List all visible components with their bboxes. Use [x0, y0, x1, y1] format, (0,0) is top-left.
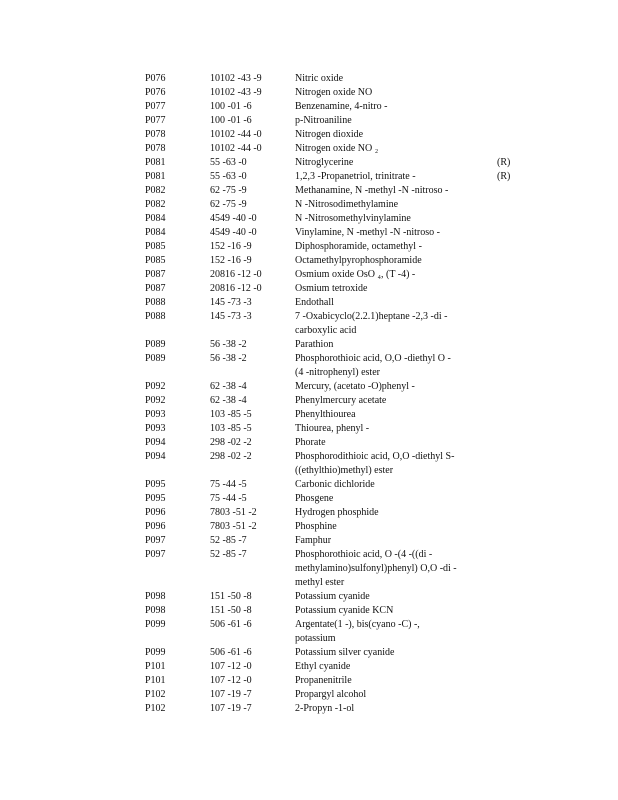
cas-number: 4549 -40 -0 — [210, 227, 257, 238]
cas-number: 52 -85 -7 — [210, 535, 247, 546]
waste-code: P095 — [145, 493, 166, 504]
table-row — [145, 520, 525, 534]
substance-name-line: potassium — [295, 633, 336, 644]
cas-number: 151 -50 -8 — [210, 591, 252, 602]
table-row — [145, 492, 525, 506]
substance-name — [295, 240, 490, 254]
substance-name-line: carboxylic acid — [295, 325, 357, 336]
substance-name-line: Endothall — [295, 297, 334, 308]
cas-number: 10102 -43 -9 — [210, 87, 262, 98]
cas-number: 4549 -40 -0 — [210, 213, 257, 224]
substance-name-line: ((ethylthio)methyl) ester — [295, 465, 394, 476]
substance-name — [295, 114, 490, 128]
cas-number: 62 -38 -4 — [210, 381, 247, 392]
cas-number: 62 -75 -9 — [210, 199, 247, 210]
cas-number: 62 -75 -9 — [210, 185, 247, 196]
waste-code: P093 — [145, 423, 166, 434]
substance-name-line: N -Nitrosodimethylamine — [295, 199, 399, 210]
substance-name-line: Phenylmercury acetate — [295, 395, 387, 406]
waste-code: P094 — [145, 437, 166, 448]
substance-name-line: Phenylthiourea — [295, 409, 356, 420]
table-row — [145, 142, 525, 156]
substance-name — [295, 646, 490, 660]
substance-name — [295, 604, 490, 618]
substance-name — [295, 170, 490, 184]
substance-name-line: Nitric oxide — [295, 73, 344, 84]
substance-name-line: Nitrogen oxide NO — [295, 87, 373, 98]
substance-name — [295, 72, 490, 86]
reactivity-flag: (R) — [497, 157, 511, 168]
substance-name — [295, 534, 490, 548]
cas-number: 56 -38 -2 — [210, 353, 247, 364]
table-row — [145, 394, 525, 408]
substance-name — [295, 380, 490, 394]
table-row — [145, 114, 525, 128]
cas-number: 52 -85 -7 — [210, 549, 247, 560]
cas-number: 151 -50 -8 — [210, 605, 252, 616]
waste-code: P077 — [145, 101, 166, 112]
cas-number: 107 -19 -7 — [210, 689, 252, 700]
substance-name-line: Phosphorothioic acid, O,O -diethyl O - — [295, 353, 451, 364]
table-row — [145, 198, 525, 212]
cas-number: 55 -63 -0 — [210, 157, 247, 168]
substance-name-line: Octamethylpyrophosphoramide — [295, 255, 422, 266]
substance-name-line: methyl ester — [295, 577, 345, 588]
substance-name-line: Methanamine, N -methyl -N -nitroso - — [295, 185, 449, 196]
cas-number: 20816 -12 -0 — [210, 269, 262, 280]
substance-name — [295, 478, 490, 492]
substance-name — [295, 338, 490, 352]
cas-number: 10102 -44 -0 — [210, 143, 262, 154]
cas-number: 75 -44 -5 — [210, 479, 247, 490]
cas-number: 56 -38 -2 — [210, 339, 247, 350]
substance-name-line: Nitroglycerine — [295, 157, 354, 168]
substance-name — [295, 702, 490, 716]
table-row — [145, 156, 525, 170]
substance-name-line: Potassium cyanide KCN — [295, 605, 394, 616]
table-row — [145, 184, 525, 198]
substance-name — [295, 688, 490, 702]
table-row — [145, 296, 525, 310]
table-row — [145, 254, 525, 268]
substance-name-line: Phorate — [295, 437, 326, 448]
waste-code: P076 — [145, 73, 166, 84]
waste-code: P082 — [145, 185, 166, 196]
table-row — [145, 226, 525, 240]
waste-code: P085 — [145, 241, 166, 252]
table-row — [145, 660, 525, 674]
cas-number: 152 -16 -9 — [210, 255, 252, 266]
cas-number: 152 -16 -9 — [210, 241, 252, 252]
table-row — [145, 282, 525, 296]
waste-code: P098 — [145, 591, 166, 602]
substance-name — [295, 268, 490, 282]
substance-name — [295, 310, 490, 338]
waste-code: P097 — [145, 535, 166, 546]
substance-name-line: Ethyl cyanide — [295, 661, 351, 672]
cas-number: 103 -85 -5 — [210, 423, 252, 434]
hazardous-waste-table — [145, 72, 525, 716]
substance-name-line: Diphosphoramide, octamethyl - — [295, 241, 422, 252]
reactivity-flag: (R) — [497, 171, 511, 182]
cas-number: 55 -63 -0 — [210, 171, 247, 182]
cas-number: 107 -12 -0 — [210, 675, 252, 686]
table-row — [145, 422, 525, 436]
substance-name — [295, 100, 490, 114]
waste-code: P089 — [145, 353, 166, 364]
waste-code: P102 — [145, 689, 166, 700]
waste-code: P088 — [145, 311, 166, 322]
substance-name-line: 7 -Oxabicyclo(2.2.1)heptane -2,3 -di - — [295, 311, 448, 322]
substance-name-line: Osmium tetroxide — [295, 283, 368, 294]
cas-number: 7803 -51 -2 — [210, 521, 257, 532]
substance-name-line: Vinylamine, N -methyl -N -nitroso - — [295, 227, 440, 238]
waste-code: P082 — [145, 199, 166, 210]
substance-name-line: Thiourea, phenyl - — [295, 423, 370, 434]
cas-number: 506 -61 -6 — [210, 647, 252, 658]
table-row — [145, 436, 525, 450]
table-row — [145, 618, 525, 646]
substance-name — [295, 520, 490, 534]
substance-name-line: Phosphorodithioic acid, O,O -diethyl S- — [295, 451, 455, 462]
substance-name-line: 1,2,3 -Propanetriol, trinitrate - — [295, 171, 416, 182]
waste-code: P081 — [145, 157, 166, 168]
substance-name-line: (4 -nitrophenyl) ester — [295, 367, 380, 378]
substance-name — [295, 254, 490, 268]
waste-code: P087 — [145, 269, 166, 280]
substance-name — [295, 506, 490, 520]
substance-name — [295, 142, 490, 156]
cas-number: 100 -01 -6 — [210, 101, 252, 112]
substance-name-line: Phosphorothioic acid, O -(4 -((di - — [295, 549, 433, 560]
substance-name — [295, 128, 490, 142]
substance-name-line: Phosphine — [295, 521, 337, 532]
substance-name-line: p-Nitroaniline — [295, 115, 352, 126]
waste-code: P076 — [145, 87, 166, 98]
waste-code: P097 — [145, 549, 166, 560]
table-row — [145, 478, 525, 492]
table-row — [145, 590, 525, 604]
substance-name — [295, 86, 490, 100]
waste-code: P101 — [145, 675, 166, 686]
substance-name-line: N -Nitrosomethylvinylamine — [295, 213, 411, 224]
substance-name — [295, 422, 490, 436]
cas-number: 298 -02 -2 — [210, 451, 252, 462]
table-row — [145, 310, 525, 338]
substance-name — [295, 156, 490, 170]
waste-code: P102 — [145, 703, 166, 714]
substance-name — [295, 436, 490, 450]
table-row — [145, 86, 525, 100]
substance-name-line: Osmium oxide OsO ₄, (T -4) - — [295, 269, 416, 280]
substance-name-line: Potassium cyanide — [295, 591, 370, 602]
substance-name — [295, 198, 490, 212]
cas-number: 298 -02 -2 — [210, 437, 252, 448]
waste-code: P084 — [145, 227, 166, 238]
cas-number: 62 -38 -4 — [210, 395, 247, 406]
table-row — [145, 408, 525, 422]
substance-name-line: Carbonic dichloride — [295, 479, 375, 490]
table-row — [145, 702, 525, 716]
substance-name-line: Benzenamine, 4-nitro - — [295, 101, 388, 112]
waste-code: P093 — [145, 409, 166, 420]
waste-code: P088 — [145, 297, 166, 308]
table-row — [145, 212, 525, 226]
substance-name — [295, 492, 490, 506]
cas-number: 75 -44 -5 — [210, 493, 247, 504]
waste-code: P078 — [145, 129, 166, 140]
waste-code: P092 — [145, 381, 166, 392]
cas-number: 10102 -44 -0 — [210, 129, 262, 140]
table-row — [145, 380, 525, 394]
substance-name-line: Potassium silver cyanide — [295, 647, 395, 658]
cas-number: 20816 -12 -0 — [210, 283, 262, 294]
substance-name-line: Argentate(1 -), bis(cyano -C) -, — [295, 619, 420, 630]
table-row — [145, 240, 525, 254]
waste-code: P095 — [145, 479, 166, 490]
waste-code: P094 — [145, 451, 166, 462]
substance-name — [295, 674, 490, 688]
table-row — [145, 548, 525, 590]
cas-number: 145 -73 -3 — [210, 297, 252, 308]
substance-name — [295, 212, 490, 226]
cas-number: 107 -12 -0 — [210, 661, 252, 672]
substance-name — [295, 548, 490, 590]
substance-name — [295, 394, 490, 408]
table-row — [145, 72, 525, 86]
table-row — [145, 268, 525, 282]
substance-name-line: Nitrogen oxide NO ₂ — [295, 143, 379, 154]
table-row — [145, 506, 525, 520]
cas-number: 7803 -51 -2 — [210, 507, 257, 518]
substance-name — [295, 226, 490, 240]
substance-name-line: 2-Propyn -1-ol — [295, 703, 355, 714]
substance-name — [295, 296, 490, 310]
substance-name — [295, 352, 490, 380]
cas-number: 10102 -43 -9 — [210, 73, 262, 84]
substance-name — [295, 618, 490, 646]
substance-name-line: Phosgene — [295, 493, 334, 504]
cas-number: 145 -73 -3 — [210, 311, 252, 322]
waste-code: P092 — [145, 395, 166, 406]
substance-name-line: Famphur — [295, 535, 332, 546]
cas-number: 506 -61 -6 — [210, 619, 252, 630]
waste-code: P098 — [145, 605, 166, 616]
waste-code: P089 — [145, 339, 166, 350]
waste-code: P096 — [145, 507, 166, 518]
waste-code: P081 — [145, 171, 166, 182]
table-row — [145, 100, 525, 114]
table-row — [145, 646, 525, 660]
substance-name-line: Propargyl alcohol — [295, 689, 367, 700]
table-row — [145, 352, 525, 380]
substance-name — [295, 184, 490, 198]
substance-name — [295, 450, 490, 478]
waste-code: P101 — [145, 661, 166, 672]
table-row — [145, 170, 525, 184]
table-row — [145, 128, 525, 142]
waste-code: P096 — [145, 521, 166, 532]
waste-code: P099 — [145, 647, 166, 658]
substance-name-line: Mercury, (acetato -O)phenyl - — [295, 381, 415, 392]
waste-code: P077 — [145, 115, 166, 126]
substance-name-line: Nitrogen dioxide — [295, 129, 364, 140]
waste-code: P085 — [145, 255, 166, 266]
table-row — [145, 338, 525, 352]
waste-code: P087 — [145, 283, 166, 294]
cas-number: 107 -19 -7 — [210, 703, 252, 714]
substance-name — [295, 408, 490, 422]
substance-name — [295, 282, 490, 296]
substance-name-line: methylamino)sulfonyl)phenyl) O,O -di - — [295, 563, 457, 574]
waste-code: P099 — [145, 619, 166, 630]
table-row — [145, 534, 525, 548]
cas-number: 103 -85 -5 — [210, 409, 252, 420]
substance-name — [295, 660, 490, 674]
substance-name-line: Hydrogen phosphide — [295, 507, 379, 518]
table-row — [145, 604, 525, 618]
waste-code: P084 — [145, 213, 166, 224]
substance-name — [295, 590, 490, 604]
substance-name-line: Propanenitrile — [295, 675, 352, 686]
waste-code: P078 — [145, 143, 166, 154]
cas-number: 100 -01 -6 — [210, 115, 252, 126]
table-row — [145, 674, 525, 688]
table-row — [145, 450, 525, 478]
table-row — [145, 688, 525, 702]
substance-name-line: Parathion — [295, 339, 334, 350]
